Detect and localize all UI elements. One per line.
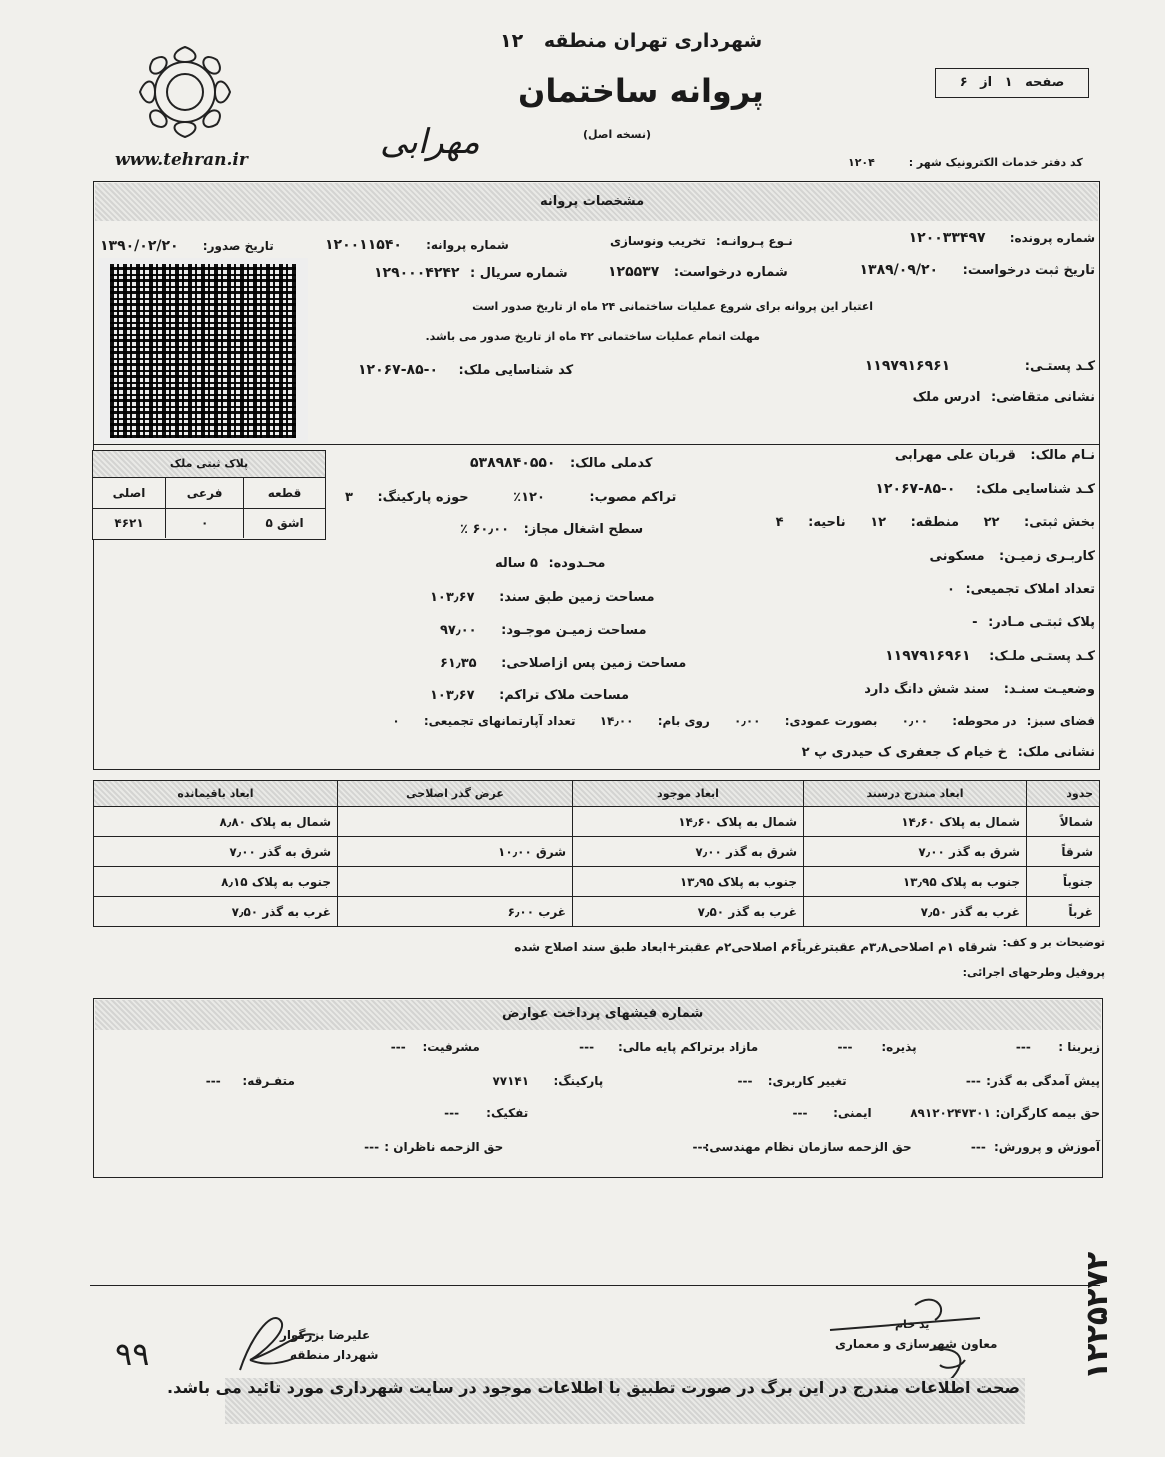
property-id: ۰-۸۵-۱۲۰۶۷ xyxy=(358,362,438,378)
notes-text: شرقاه ۱م اصلاحی۳٫۸م عقبترغرباً۶م اصلاحی۲م عقبتر+ابعاد طبق سند اصلاح شده xyxy=(514,940,997,954)
green-label: فضای سبز: xyxy=(1026,714,1095,728)
merged-apts-label: تعداد آپارتمانهای تجمیعی: xyxy=(423,714,576,728)
issue-date-label: تاریخ صدور: xyxy=(202,239,274,253)
mayor-name: علیرضا بزرگوار xyxy=(280,1328,371,1342)
plate-header-qate: قطعه xyxy=(244,478,325,508)
serial-label: شماره سریال : xyxy=(469,266,568,281)
request-no-label: شماره درخواست: xyxy=(673,265,788,280)
document-subtitle: (نسخه اصل) xyxy=(583,128,652,141)
land-area-doc-label: مساحت زمین طبق سند: xyxy=(499,590,655,605)
plate-value-asli: ۴۶۲۱ xyxy=(93,508,166,538)
boundary-value: ۵ ساله xyxy=(495,556,538,571)
density-label: تراکم مصوب: xyxy=(589,490,677,505)
section-label: بخش ثبتی: xyxy=(1024,515,1095,530)
green-yard-label: در محوطه: xyxy=(952,714,1017,728)
owner-postal-label: کـد پستـی ملـک: xyxy=(989,649,1095,664)
bounds-cell: شرق ۱۰٫۰۰ xyxy=(338,837,573,867)
deputy-signature xyxy=(820,1290,1000,1390)
bounds-cell: جنوباً xyxy=(1027,867,1100,897)
validity-text: اعتبار این پروانه برای شروع عملیات ساختمانی ۲۴ ماه از تاریخ صدور است xyxy=(472,300,873,313)
bounds-cell: جنوب به پلاک ۱۳٫۹۵ xyxy=(573,867,804,897)
address-value: خ خیام ک جعفری ک حیدری پ ۲ xyxy=(801,745,1008,760)
boundary-label: محـدوده: xyxy=(548,556,606,571)
mother-plate-label: پلاک ثبتـی مـادر: xyxy=(988,615,1095,630)
density-value: ۱۲۰٪ xyxy=(513,490,545,505)
bounds-cell: غرب به گذر ۷٫۵۰ xyxy=(573,897,804,927)
density-area-label: مساحت ملاک تراکم: xyxy=(499,688,630,703)
permit-type: تخریب ونوسازی xyxy=(610,234,706,248)
plate-value-qate: اشق ۵ xyxy=(244,508,325,538)
bounds-cell: غرب به گذر ۷٫۵۰ xyxy=(804,897,1027,927)
bounds-cell: جنوب به پلاک ۸٫۱۵ xyxy=(94,867,338,897)
serial-no: ۱۲۹۰۰۰۴۲۴۲ xyxy=(374,265,460,281)
fees-row-2: پیش آمدگی به گذر: --- تغییر کاربری: --- پارکینگ: ۷۷۱۴۱ متفـرقه: --- xyxy=(205,1074,1100,1088)
region-number: ۱۲ xyxy=(500,30,524,52)
owner-name: قربان علی مهرابی xyxy=(894,448,1016,463)
qr-code xyxy=(98,258,308,443)
district-label: ناحیه: xyxy=(808,515,846,530)
bounds-cell: غرب به گذر ۷٫۵۰ xyxy=(94,897,338,927)
bounds-table xyxy=(93,780,1100,927)
bounds-cell: شمال به پلاک ۱۴٫۶۰ xyxy=(804,807,1027,837)
doc-status: سند شش دانگ دارد xyxy=(864,682,990,697)
owner-name-label: نـام مالک: xyxy=(1030,448,1095,463)
land-area-exist-label: مساحت زمیـن موجـود: xyxy=(501,623,647,638)
office-code: ۱۲۰۴ xyxy=(848,156,875,169)
page-indicator: صفحه ۱ از ۶ xyxy=(935,68,1089,98)
bounds-cell: شرقاً xyxy=(1027,837,1100,867)
deputy-prefix: ید خام xyxy=(895,1318,930,1331)
permit-no: ۱۲۰۰۱۱۵۴۰ xyxy=(325,237,402,253)
bounds-cell xyxy=(338,807,573,837)
green-vertical: ۰٫۰۰ xyxy=(734,714,761,728)
owner-property-id-label: کـد شناسایی ملک: xyxy=(975,482,1095,497)
mother-plate-value: - xyxy=(972,615,978,630)
zone-label: منطقه: xyxy=(910,515,960,530)
plate-table xyxy=(92,450,326,540)
bounds-header-doc: ابعاد مندرج درسند xyxy=(804,781,1027,807)
plate-title: پلاک ثبتی ملک xyxy=(169,457,249,470)
bounds-header-existing: ابعاد موجود xyxy=(573,781,804,807)
owner-postal: ۱۱۹۷۹۱۶۹۶۱ xyxy=(885,648,971,664)
national-id: ۵۳۸۹۸۴۰۵۵۰ xyxy=(470,455,556,471)
density-area: ۱۰۳٫۶۷ xyxy=(430,688,475,703)
merged-value: ۰ xyxy=(946,582,955,597)
permit-no-label: شماره پروانه: xyxy=(426,238,509,252)
bounds-cell: شمالاً xyxy=(1027,807,1100,837)
landuse-label: کاربـری زمیـن: xyxy=(999,549,1095,564)
green-vertical-label: بصورت عمودی: xyxy=(784,714,878,728)
section-value: ۲۲ xyxy=(983,515,1000,530)
request-no: ۱۲۵۵۳۷ xyxy=(608,264,660,280)
plate-header-asli: اصلی xyxy=(93,478,166,508)
bounds-cell: غرب ۶٫۰۰ xyxy=(338,897,573,927)
handwritten-name: مهرابی xyxy=(380,122,480,162)
land-area-doc: ۱۰۳٫۶۷ xyxy=(430,590,475,605)
deadline-text: مهلت اتمام عملیات ساختمانی ۴۲ ماه از تاریخ صدور می باشد. xyxy=(425,330,760,343)
bounds-header-remaining: ابعاد باقیمانده xyxy=(94,781,338,807)
doc-status-label: وضعیـت سنـد: xyxy=(1003,682,1095,697)
bounds-cell: شمال به پلاک ۱۴٫۶۰ xyxy=(573,807,804,837)
landuse-value: مسکونی xyxy=(929,549,985,564)
bounds-row-east xyxy=(94,837,1100,867)
footer-divider xyxy=(90,1285,1100,1286)
issue-date: ۱۳۹۰/۰۲/۲۰ xyxy=(100,238,179,254)
mayor-signature xyxy=(220,1300,330,1380)
tehran-municipality-logo-icon xyxy=(100,30,270,150)
fees-title: شماره فیشهای پرداخت عوارض xyxy=(502,1006,704,1021)
bounds-header-corrected: عرض گذر اصلاحی xyxy=(338,781,573,807)
fees-row-3: حق بیمه کارگران: ۸۹۱۲۰۲۴۷۳۰۱ ایمنی: --- تفکیک: --- xyxy=(444,1106,1100,1120)
municipality-label: شهرداری تهران منطقه xyxy=(543,30,763,52)
bounds-row-west xyxy=(94,897,1100,927)
bounds-cell: جنوب به پلاک ۱۳٫۹۵ xyxy=(804,867,1027,897)
occupancy-value: ۶۰٫۰۰ ٪ xyxy=(460,522,510,537)
file-no-label: شماره پرونده: xyxy=(1009,231,1095,245)
national-id-label: کدملی مالک: xyxy=(569,456,653,471)
land-area-after-label: مساحت زمین پس ازاصلاحی: xyxy=(501,656,687,671)
bounds-cell: شمال به پلاک ۸٫۸۰ xyxy=(94,807,338,837)
bounds-row-north xyxy=(94,807,1100,837)
property-id-label: کد شناسایی ملک: xyxy=(458,363,574,378)
plate-value-farei: ۰ xyxy=(166,508,244,538)
bounds-cell: شرق به گذر ۷٫۰۰ xyxy=(94,837,338,867)
land-area-exist: ۹۷٫۰۰ xyxy=(440,623,477,638)
deputy-title: معاون شهرسازی و معماری xyxy=(835,1337,998,1351)
bounds-cell: غرباً xyxy=(1027,897,1100,927)
bounds-header-direction: حدود xyxy=(1027,781,1100,807)
bounds-cell xyxy=(338,867,573,897)
land-area-after: ۶۱٫۳۵ xyxy=(440,656,477,671)
zone-value: ۱۲ xyxy=(870,515,887,530)
address-label: نشانی ملک: xyxy=(1017,745,1095,760)
merged-label: تعداد املاک تجمیعی: xyxy=(965,582,1095,597)
request-date: ۱۳۸۹/۰۹/۲۰ xyxy=(859,262,939,278)
file-no: ۱۲۰۰۳۳۴۹۷ xyxy=(908,230,986,246)
request-date-label: تاریخ ثبت درخواست: xyxy=(962,263,1095,278)
postal-code-label: کـد پستـی: xyxy=(1024,359,1095,374)
occupancy-label: سطح اشغال مجاز: xyxy=(523,522,644,537)
mayor-title: شهردار منطقه xyxy=(290,1348,379,1362)
permit-type-label: نـوع پـروانـه: xyxy=(715,234,793,248)
green-yard: ۰٫۰۰ xyxy=(901,714,929,728)
disclaimer-text: صحت اطلاعات مندرج در این برگ در صورت تطبیق با اطلاعات موجود در سایت شهرداری مورد تائید می باشد. xyxy=(167,1378,1020,1397)
office-code-label: کد دفتر خدمات الکترونیک شهر : xyxy=(908,156,1083,169)
owner-property-id: ۰-۸۵-۱۲۰۶۷ xyxy=(875,481,956,497)
fees-row-1: زیربنا : --- پذیره: --- مازاد برتراکم پایه مالی: --- مشرفیت: --- xyxy=(390,1040,1100,1054)
bounds-cell: شرق به گذر ۷٫۰۰ xyxy=(804,837,1027,867)
bounds-row-south xyxy=(94,867,1100,897)
postal-code: ۱۱۹۷۹۱۶۹۶۱ xyxy=(864,358,951,374)
parking-zone-label: حوزه پارکینگ: xyxy=(377,490,469,505)
notes-label: توضیحات بر و کف: xyxy=(1002,936,1105,949)
plate-header-farei: فرعی xyxy=(166,478,244,508)
document-title: پروانه ساختمان xyxy=(518,72,764,110)
merged-apts: ۰ xyxy=(392,714,400,728)
handwritten-number: ۹۹ xyxy=(115,1335,150,1373)
profile-label: پروفیل وطرحهای اجرائی: xyxy=(962,966,1105,979)
bounds-cell: شرق به گذر ۷٫۰۰ xyxy=(573,837,804,867)
website-url: www.tehran.ir xyxy=(115,150,248,170)
green-roof-label: روی بام: xyxy=(657,714,710,728)
fees-row-4: آموزش و پرورش: --- حق الزحمه سازمان نظام مهندسی: --- حق الزحمه ناظران : --- xyxy=(364,1140,1100,1154)
parking-zone: ۳ xyxy=(345,490,353,505)
side-number: ۱۲۲۵۲۷۲ xyxy=(1080,1251,1115,1380)
green-roof: ۱۴٫۰۰ xyxy=(599,714,634,728)
district-value: ۴ xyxy=(775,515,784,530)
applicant-address-label: نشانی متقاضی: xyxy=(990,390,1095,405)
permit-section-title: مشخصات پروانه xyxy=(540,194,645,209)
applicant-address: ادرس ملک xyxy=(912,390,981,405)
